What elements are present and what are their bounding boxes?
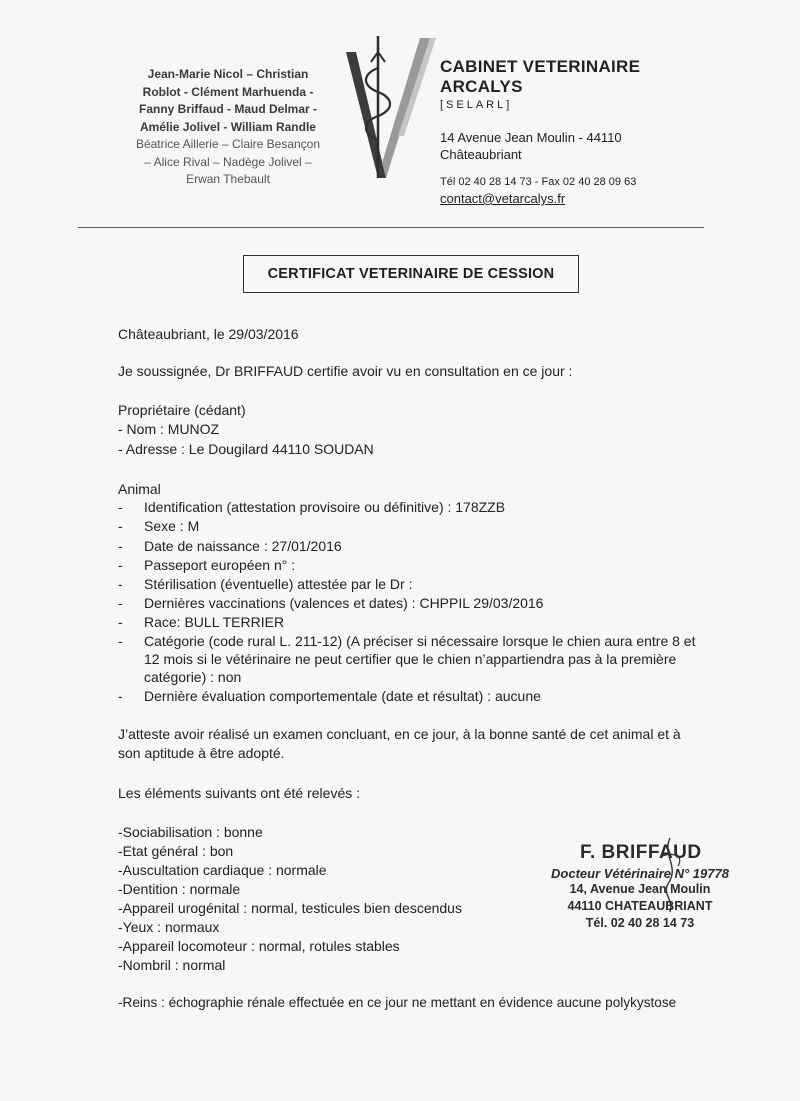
certificate-page: Jean-Marie Nicol – Christian Roblot - Clément Marhuenda - Fanny Briffaud - Maud Delmar - Amélie Jolivel - William Randle Béatrice Aillerie – Claire Besançon – Alice Rival – Nadège Jolivel – Erwan Thebault CABINET VETERINAIRE ARCALYS [SELARL] 14 Avenue Jean Moulin - 44110 Châteaubriant Tél 02 40 28 14 73 - Fax 02 40 28 09 63 contact@vetarcalys.fr CERTIFICAT VETERINAIRE DE CESSION Châteaubriant, le 29/03/2016 Je soussignée, Dr BRIFFAUD certifie avoir vu en consultation en ce jour : Propriétaire (cédant) - Nom : MUNOZ - Adresse : Le Dougilard 44110 SOUDAN Animal - Identification (attestation provisoire ou définitive) : 178ZZB - Sexe : M - Date de naissance : 27/01/2016 - Passeport européen n° : - Stérilisation (éventuelle) attestée par le Dr : - Dernières vaccinations (valences et dates) : CHPPIL 29/03/2016 - Race: BULL TERRIER - Catégorie (code rural L. 211-12) (A préciser si nécessaire lorsque le chien aura entre 8 et 12 mois si le vétérinaire ne peut certifier que le chien n’appartiendra pas à la première catégorie) : non - Dernière évaluation comportementale (date et résultat) : aucune J’atteste avoir réalisé un examen concluant, en ce jour, à la bonne santé de cet animal et à son aptitude à être adopté. Les éléments suivants ont été relevés : -Sociabilisation : bonne -Etat général : bon -Auscultation cardiaque : normale -Dentition : normale -Appareil urogénital : normal, testicules bien descendus -Yeux : normaux -Appareil locomoteur : normal, rotules stables -Nombril : normal -Reins : échographie rénale effectuée en ce jour ne mettant en évidence aucune polykystose F. BRIFFAUD Docteur Vétérinaire N° 19778 14, Avenue Jean Moulin 44110 CHATEAUBRIANT Tél. 02 40 28 14 73 xyxy=(0,0,800,1101)
staff-line: Fanny Briffaud - Maud Delmar - xyxy=(138,102,317,116)
staff-line: Amélie Jolivel - William Randle xyxy=(140,119,316,134)
stamp-phone: Tél. 02 40 28 14 73 xyxy=(585,916,695,930)
clinic-name-2: ARCALYS xyxy=(440,77,523,96)
kidney-finding: -Reins : échographie rénale effectuée en ce jour ne mettant en évidence aucune polykystose xyxy=(118,995,677,1010)
owner-name: - Nom : MUNOZ xyxy=(118,421,220,437)
attestation-line: J’atteste avoir réalisé un examen concluant, en ce jour, à la bonne santé de cet animal et à xyxy=(118,726,681,742)
clinic-phone-fax: Tél 02 40 28 14 73 - Fax 02 40 28 09 63 xyxy=(440,176,637,188)
stamp-name: F. BRIFFAUD xyxy=(580,842,702,863)
owner-heading: Propriétaire (cédant) xyxy=(118,402,246,418)
finding-item: -Sociabilisation : bonne xyxy=(118,824,263,840)
finding-item: -Dentition : normale xyxy=(118,881,241,897)
finding-item: -Auscultation cardiaque : normale xyxy=(118,862,327,878)
handwritten-signature xyxy=(640,826,710,916)
stamp-street: 14, Avenue Jean Moulin xyxy=(569,882,711,896)
finding-item: -Appareil urogénital : normal, testicules bien descendus xyxy=(118,900,462,916)
finding-item: -Yeux : normaux xyxy=(118,919,220,935)
stamp-title: Docteur Vétérinaire N° 19778 xyxy=(551,866,729,881)
finding-item: -Nombril : normal xyxy=(118,957,226,973)
staff-line: Jean-Marie Nicol – Christian xyxy=(147,67,309,81)
stamp-city: 44110 CHATEAUBRIANT xyxy=(567,899,713,913)
header-divider xyxy=(78,227,704,228)
attestation-line: son aptitude à être adopté. xyxy=(118,745,285,761)
staff-line: – Alice Rival – Nadège Jolivel – xyxy=(144,154,312,169)
staff-line: Roblot - Clément Marhuenda - xyxy=(142,84,314,99)
owner-address: - Adresse : Le Dougilard 44110 SOUDAN xyxy=(118,441,374,457)
finding-item: -Etat général : bon xyxy=(118,843,234,859)
finding-item: -Appareil locomoteur : normal, rotules stables xyxy=(118,938,400,954)
clinic-city: Châteaubriant xyxy=(440,147,522,162)
clinic-logo xyxy=(338,28,438,218)
staff-list xyxy=(112,66,344,189)
clinic-address-line: 14 Avenue Jean Moulin - 44110 xyxy=(440,130,622,145)
clinic-header xyxy=(440,57,740,206)
animal-heading: Animal xyxy=(118,481,161,497)
document-title: CERTIFICAT VETERINAIRE DE CESSION xyxy=(243,255,579,293)
clinic-name: CABINET VETERINAIRE xyxy=(440,57,641,76)
staff-line: Béatrice Aillerie – Claire Besançon xyxy=(135,137,321,151)
findings-heading: Les éléments suivants ont été relevés : xyxy=(118,785,361,801)
intro-statement: Je soussignée, Dr BRIFFAUD certifie avoir vu en consultation en ce jour : xyxy=(118,363,573,379)
place-date: Châteaubriant, le 29/03/2016 xyxy=(118,326,299,342)
staff-line: Erwan Thebault xyxy=(186,172,270,186)
clinic-legal-form: [SELARL] xyxy=(440,99,513,111)
clinic-email-link[interactable]: contact@vetarcalys.fr xyxy=(440,191,566,206)
